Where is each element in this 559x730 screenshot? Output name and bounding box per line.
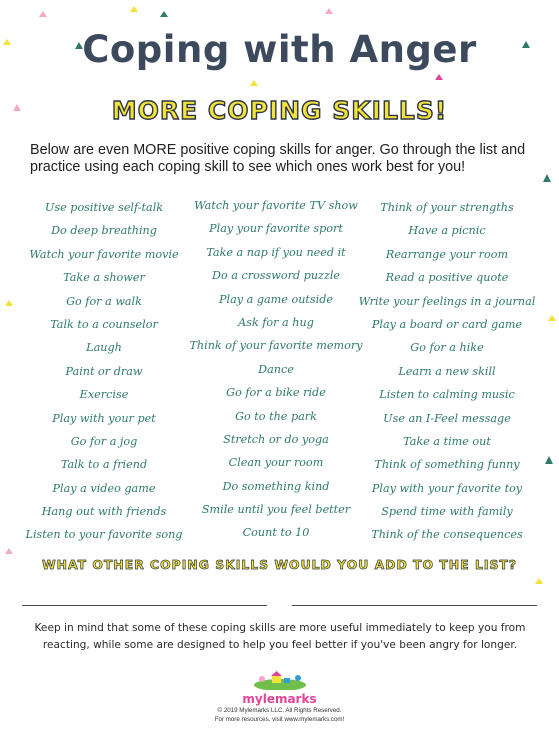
list-item: Think of your favorite memory: [189, 339, 363, 353]
intro-paragraph: Below are even MORE positive coping skills for anger. Go through the list and practice using each coping skill to see which ones work best for you!: [30, 142, 526, 175]
list-item: Go for a jog: [70, 434, 138, 448]
list-item: Listen to your favorite song: [25, 528, 183, 542]
resources-link-text: For more resources, visit www.mylemarks.com!: [214, 716, 345, 723]
list-item: Take a nap if you need it: [206, 245, 346, 259]
copyright-text: © 2019 Mylemarks LLC. All Rights Reserved.: [217, 707, 342, 714]
list-item: Spend time with family: [381, 505, 513, 519]
reflection-question: WHAT OTHER COPING SKILLS WOULD YOU ADD TO THE LIST?: [41, 557, 518, 572]
list-item: Think of your strengths: [380, 201, 514, 214]
list-item: Dance: [258, 362, 294, 376]
list-item: Laugh: [86, 341, 122, 355]
list-item: Smile until you feel better: [201, 503, 351, 517]
list-item: Have a picnic: [408, 224, 486, 238]
list-item: Watch your favorite TV show: [194, 199, 358, 212]
list-item: Go for a hike: [410, 341, 484, 355]
skills-column-2: [186, 194, 366, 545]
answer-line-right[interactable]: [292, 605, 537, 606]
list-item: Take a time out: [403, 434, 491, 448]
skills-column-3: [357, 196, 537, 547]
list-item: Count to 10: [242, 526, 310, 540]
list-item: Play a board or card game: [371, 317, 523, 331]
skills-column-1: [22, 196, 186, 547]
list-item: Talk to a counselor: [50, 317, 158, 331]
list-item: Do deep breathing: [51, 224, 157, 238]
list-item: Write your feelings in a journal: [358, 294, 536, 308]
list-item: Play your favorite sport: [209, 222, 343, 236]
list-item: Play a video game: [52, 481, 156, 495]
list-item: Go to the park: [235, 409, 317, 423]
list-item: Learn a new skill: [398, 364, 496, 378]
footer: [0, 670, 559, 724]
list-item: Listen to calming music: [379, 388, 515, 402]
mylemarks-logo-icon: [250, 670, 310, 690]
answer-line-left[interactable]: [22, 605, 267, 606]
list-item: Go for a bike ride: [226, 386, 326, 400]
list-item: Play with your favorite toy: [371, 481, 523, 495]
list-item: Exercise: [79, 388, 129, 402]
list-item: Take a shower: [63, 271, 145, 285]
list-item: Use an I-Feel message: [383, 411, 511, 425]
list-item: Hang out with friends: [41, 505, 167, 519]
list-item: Go for a walk: [66, 294, 142, 308]
list-item: Talk to a friend: [60, 458, 148, 472]
list-item: Think of something funny: [374, 458, 520, 472]
list-item: Think of the consequences: [371, 528, 523, 542]
closing-note: Keep in mind that some of these coping skills are more useful immediately to keep you from reacting, while some are designed to help you feel better if you've been angry for longer.: [34, 622, 526, 651]
page-title: Coping with Anger: [82, 28, 477, 71]
list-item: Ask for a hug: [238, 315, 314, 329]
list-item: Watch your favorite movie: [29, 247, 179, 261]
list-item: Do something kind: [222, 479, 330, 493]
list-item: Read a positive quote: [385, 271, 509, 285]
list-item: Use positive self-talk: [44, 201, 164, 214]
brand-name: mylemarks: [242, 692, 317, 706]
list-item: Stretch or do yoga: [223, 432, 329, 446]
list-item: Play a game outside: [218, 292, 334, 306]
list-item: Clean your room: [228, 456, 324, 470]
list-item: Paint or draw: [65, 364, 143, 378]
list-item: Do a crossword puzzle: [211, 269, 341, 283]
list-item: Rearrange your room: [385, 247, 509, 261]
section-subtitle: MORE COPING SKILLS!: [111, 96, 448, 125]
list-item: Play with your pet: [52, 411, 156, 425]
